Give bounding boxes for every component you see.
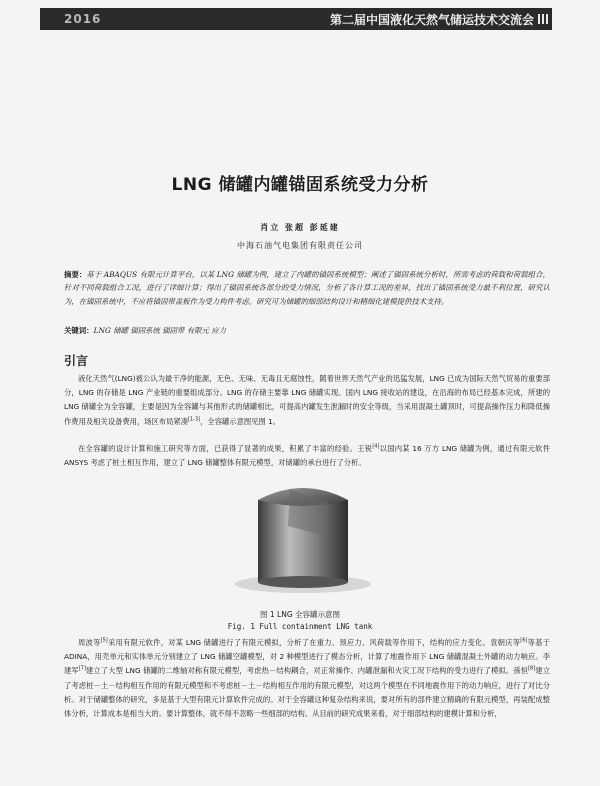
citation-ref: [6] [520, 637, 528, 644]
citation-ref: [8] [528, 665, 536, 672]
header-conference-title: 第二届中国液化天然气储运技术交流会 [329, 12, 534, 27]
figure-caption-cn: 图 1 LNG 全容罐示意图 [259, 610, 341, 619]
p3-text-a: 周波等 [78, 638, 101, 647]
p3-text-c: 等基于 ADINA，用壳单元和实体单元分别建立了 LNG 储罐空罐模型，对 2 种模型进行了模态分析，计算了地震作用下 LNG 储罐混凝土外罐的动力响应。李建军 [64, 638, 551, 676]
header-year: 2016 [64, 12, 102, 26]
section-heading-intro: 引言 [64, 354, 89, 368]
p3-text-b: 采用有限元软件，对某 LNG 储罐进行了有限元模拟，分析了在重力、预应力、风荷载等作用下，结构的应力变化。袁朝庆等 [107, 638, 521, 647]
p1-text: 液化天然气(LNG)被公认为最干净的能源，无色、无味、无毒且无腐蚀性，随着世界天然气产业的迅猛发展，LNG 已成为国际天然气贸易的重要部分，LNG 的存储是 LNG 产业链的重要组成部分。LNG 的存储主要靠 LNG 储罐实现。国内 LNG 接收站的建设，在沿海的布局已经基本完成，所建的 LNG 储罐全为全容罐，主要是因为全容罐与其他形式的储罐相比，可提高内罐发生泄漏时的安全等级，当采用混凝土罐顶时，可提高操作压力和降低操作费用及相关设备费用，场区布局紧凑 [64, 374, 550, 426]
figure-caption-en: Fig. 1 Full containment LNG tank [227, 622, 373, 631]
lng-tank-figure [228, 476, 378, 596]
intro-paragraph-3 [64, 636, 550, 721]
citation-ref: [5] [100, 637, 108, 644]
p3-text-e: 建立了考虑桩－土－结构相互作用的有限元模型和不考虑桩－土－结构相互作用的有限元模型，对这两个模型在不同地震作用下的动力响应，进行了对比分析。对于储罐整体的研究，多是基于大型有限元计算软件完成的。对于全容罐这种复杂结构来说，要对所有的部件建立精确的有限元模型，再装配成整体分析，计算成本是相当大的。要计算整体，就不得不忽略一些细部的结构。从目前的研究成果来看，对于细部结构的建模计算和分析， [64, 666, 550, 719]
keywords-text: LNG 储罐 锚固系统 锚固带 有限元 应力 [93, 326, 227, 335]
intro-paragraph-1 [64, 372, 550, 429]
p1-text-end: ，全容罐示意图见图 1。 [200, 416, 281, 426]
citation-ref: [1-3] [188, 416, 201, 423]
paper-affiliation: 中海石油气电集团有限责任公司 [237, 241, 363, 250]
running-header [40, 8, 552, 30]
citation-ref: [4] [372, 443, 380, 450]
intro-paragraph-2 [64, 442, 550, 470]
p2-text-b: 以国内某 16 万方 LNG 储罐为例，通过有限元软件 ANSYS 考虑了桩土相互作用，建立了 LNG 储罐整体有限元模型，对储罐的承台进行了分析。 [64, 444, 550, 468]
abstract-text: 基于 ABAQUS 有限元计算平台，以某 LNG 储罐为例，建立了内罐的锚固系统模型；阐述了锚固系统分析时，所需考虑的荷载和荷载组合，针对不同荷载组合工况，进行了详细计算；得出了锚固系统各部分的受力情况，分析了各计算工况的差异，找出了锚固系统受力最不利位置，研究认为，在锚固系统中，不应将锚固带盖板作为受力构件考虑。研究可为储罐的细部结构设计和精细化建模提供技术支持。 [64, 270, 550, 306]
p2-text-a: 在全容罐的设计计算和施工研究等方面，已获得了显著的成果，积累了丰富的经验。王锐 [78, 444, 373, 453]
abstract-label: 摘要： [64, 270, 87, 279]
tank-bottom-rim [258, 576, 348, 588]
header-ornament-icon [538, 14, 548, 24]
citation-ref: [7] [78, 665, 86, 672]
keywords [64, 324, 550, 337]
paper-authors: 肖立 张超 彭延建 [260, 222, 340, 232]
keywords-label: 关键词： [64, 326, 94, 335]
abstract [64, 268, 550, 308]
paper-title: LNG 储罐内罐锚固系统受力分析 [171, 175, 429, 195]
p3-text-d: 建立了大型 LNG 储罐的二维轴对称有限元模型，考虑热－结构耦合，对正常操作、内罐泄漏和火灾工况下结构的受力进行了模拟。孫恒 [85, 666, 529, 676]
